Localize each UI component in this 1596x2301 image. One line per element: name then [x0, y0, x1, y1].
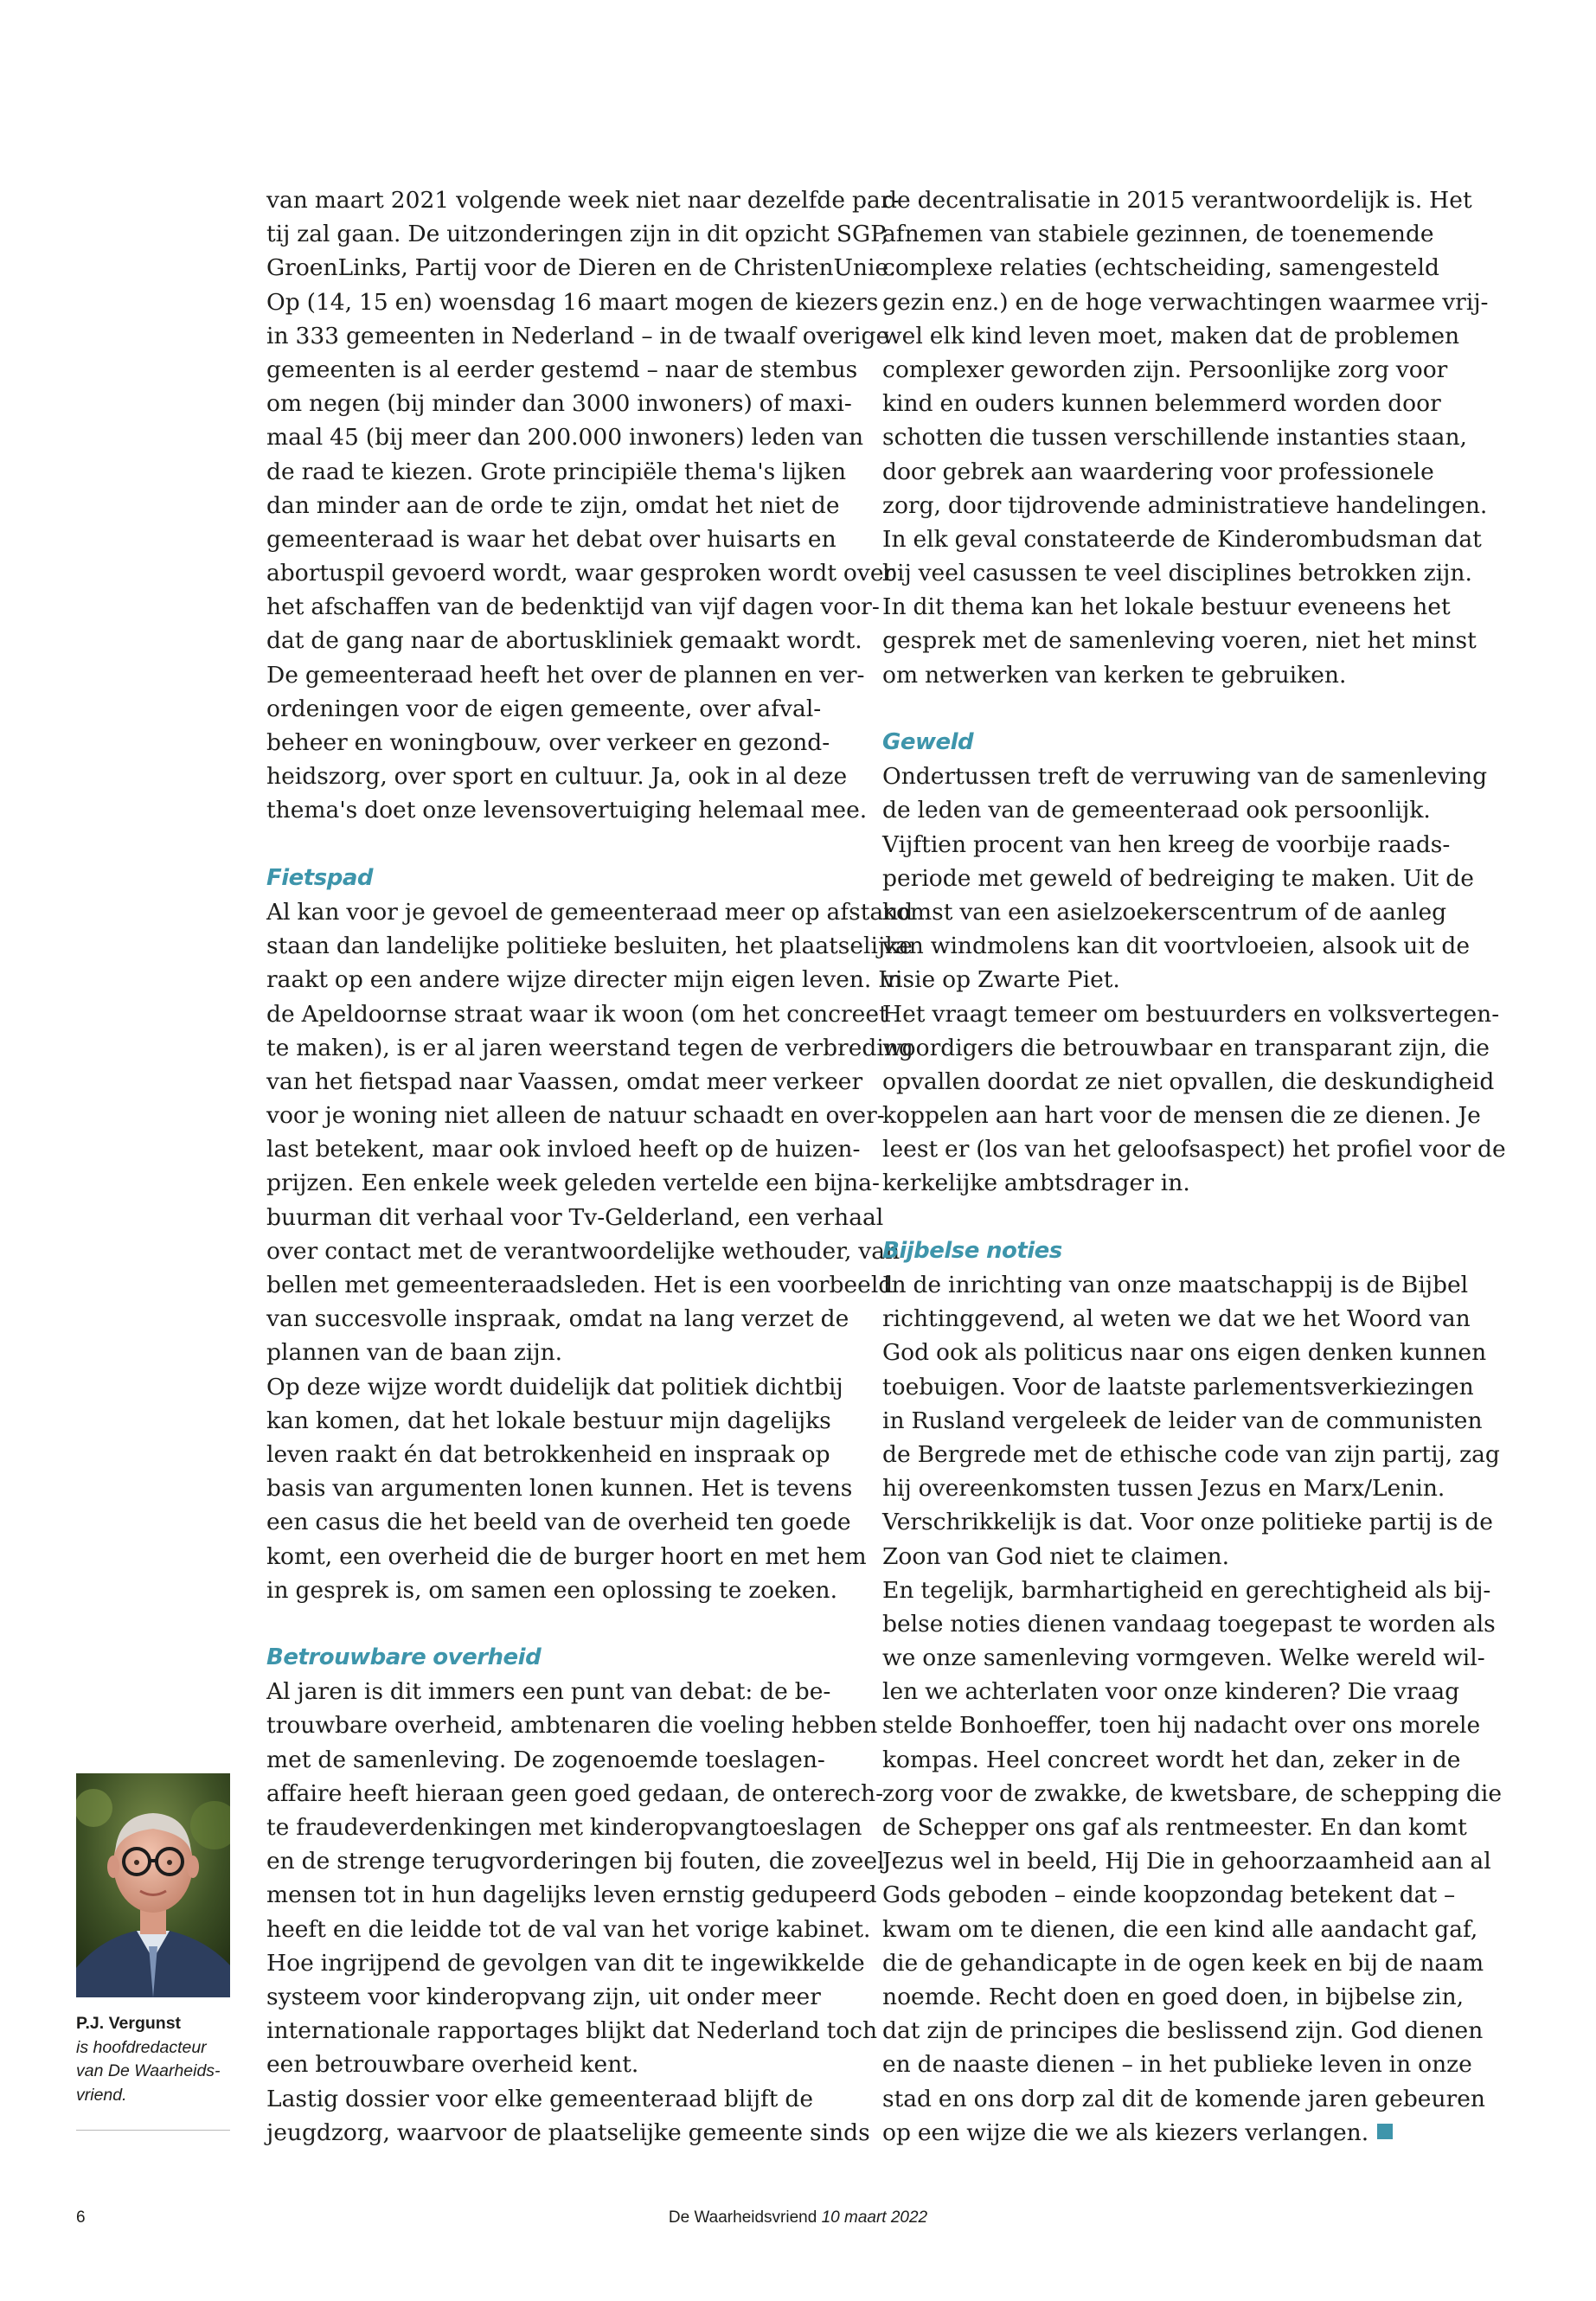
text-line: woordigers die betrouwbaar en transparant zijn, die	[882, 1034, 1490, 1061]
text-line: kwam om te dienen, die een kind alle aandacht gaf,	[882, 1915, 1478, 1943]
text-line: beheer en woningbouw, over verkeer en gezond-	[266, 729, 830, 756]
author-bio-line: is hoofdredacteur	[76, 2037, 207, 2057]
caption-divider	[76, 2130, 230, 2131]
text-line: om negen (bij minder dan 3000 inwoners) of maxi-	[266, 390, 852, 418]
text-line: afnemen van stabiele gezinnen, de toenemende	[882, 221, 1434, 248]
text-line: dan minder aan de orde te zijn, omdat het niet de	[266, 491, 840, 519]
text-line: Hoe ingrijpend de gevolgen van dit te ingewikkelde	[266, 1949, 865, 1977]
text-line: gemeenten is al eerder gestemd – naar de stembus	[266, 356, 858, 383]
text-line: Het vraagt temeer om bestuurders en volksvertegen-	[882, 1000, 1500, 1028]
text-line: Gods geboden – einde koopzondag betekent dat –	[882, 1881, 1456, 1909]
text-line: de leden van de gemeenteraad ook persoonlijk.	[882, 797, 1431, 824]
text-line: te maken), is er al jaren weerstand tegen de verbreding	[266, 1034, 913, 1061]
paragraph-gap	[266, 828, 842, 862]
text-line: God ook als politicus naar ons eigen denken kunnen	[882, 1339, 1487, 1367]
author-photo	[76, 1773, 230, 1997]
text-line: van succesvolle inspraak, omdat na lang verzet de	[266, 1305, 849, 1333]
text-line: buurman dit verhaal voor Tv-Gelderland, een verhaal	[266, 1203, 884, 1231]
text-line: belse noties dienen vandaag toegepast te worden als	[882, 1610, 1496, 1638]
page-footer	[0, 2208, 1596, 2227]
text-line: Op (14, 15 en) woensdag 16 maart mogen de kiezers	[266, 288, 879, 316]
square-end-mark-icon	[1377, 2124, 1393, 2139]
text-line: internationale rapportages blijkt dat Nederland toch	[266, 2017, 878, 2045]
author-caption	[76, 2012, 232, 2107]
text-line: noemde. Recht doen en goed doen, in bijbelse zin,	[882, 1983, 1465, 2010]
text-line: de raad te kiezen. Grote principiële thema's lijken	[266, 458, 847, 485]
text-line: dat de gang naar de abortuskliniek gemaakt wordt.	[266, 627, 862, 655]
text-line: basis van argumenten lonen kunnen. Het is tevens	[266, 1475, 853, 1503]
text-line: en de naaste dienen – in het publieke leven in onze	[882, 2051, 1472, 2079]
text-line-content: op een wijze die we als kiezers verlangen.	[882, 2118, 1369, 2146]
text-line: zorg, door tijdrovende administratieve handelingen.	[882, 491, 1488, 519]
author-bio-line: vriend.	[76, 2085, 127, 2105]
text-line: Verschrikkelijk is dat. Voor onze politieke partij is de	[882, 1509, 1493, 1536]
text-line: staan dan landelijke politieke besluiten, het plaatselijke	[266, 933, 913, 960]
text-line: stad en ons dorp zal dit de komende jaren gebeuren	[882, 2085, 1485, 2112]
text-line: Al jaren is dit immers een punt van debat: de be-	[266, 1678, 831, 1706]
text-line: over contact met de verantwoordelijke wethouder, van	[266, 1237, 901, 1265]
text-line: maal 45 (bij meer dan 200.000 inwoners) leden van	[266, 424, 864, 452]
text-line: raakt op een andere wijze directer mijn eigen leven. In	[266, 966, 902, 994]
text-line: abortuspil gevoerd wordt, waar gesproken wordt over	[266, 560, 895, 587]
text-line: prijzen. Een enkele week geleden vertelde een bijna-	[266, 1170, 880, 1197]
text-line: Al kan voor je gevoel de gemeenteraad meer op afstand	[266, 898, 913, 926]
text-line: trouwbare overheid, ambtenaren die voeling hebben	[266, 1712, 878, 1740]
text-line: bellen met gemeenteraadsleden. Het is een voorbeeld	[266, 1272, 894, 1298]
text-line: systeem voor kinderopvang zijn, uit onder meer	[266, 1983, 821, 2010]
text-line: de Bergrede met de ethische code van zijn partij, zag	[882, 1440, 1500, 1468]
section-heading: Betrouwbare overheid	[266, 1644, 542, 1671]
text-line: toebuigen. Voor de laatste parlementsverkiezingen	[882, 1373, 1474, 1400]
paragraph-gap	[882, 1201, 1466, 1234]
text-line: kerkelijke ambtsdrager in.	[882, 1170, 1190, 1197]
text-line: mensen tot in hun dagelijks leven ernstig gedupeerd	[266, 1881, 877, 1909]
text-line: door gebrek aan waardering voor professionele	[882, 458, 1434, 485]
text-line: kan komen, dat het lokale bestuur mijn dagelijks	[266, 1407, 831, 1434]
section-heading: Geweld	[882, 729, 974, 755]
text-line: De gemeenteraad heeft het over de plannen en ver-	[266, 661, 865, 689]
text-line: plannen van de baan zijn.	[266, 1339, 563, 1367]
text-line: komt, een overheid die de burger hoort en met hem	[266, 1542, 867, 1570]
text-line	[882, 2116, 1466, 2150]
text-line: In de inrichting van onze maatschappij is de Bijbel	[882, 1272, 1469, 1298]
text-line: En tegelijk, barmhartigheid en gerechtigheid als bij-	[882, 1576, 1491, 1604]
text-line: gesprek met de samenleving voeren, niet het minst	[882, 627, 1477, 655]
text-line: jeugdzorg, waarvoor de plaatselijke gemeente sinds	[266, 2118, 870, 2146]
text-line: een betrouwbare overheid kent.	[266, 2051, 639, 2079]
author-name: P.J. Vergunst	[76, 2014, 182, 2033]
text-line: Lastig dossier voor elke gemeenteraad blijft de	[266, 2085, 814, 2112]
text-line: van windmolens kan dit voortvloeien, alsook uit de	[882, 933, 1471, 960]
text-line: de Schepper ons gaf als rentmeester. En dan komt	[882, 1814, 1467, 1841]
text-line: periode met geweld of bedreiging te maken. Uit de	[882, 864, 1474, 892]
text-line: een casus die het beeld van de overheid ten goede	[266, 1509, 851, 1536]
text-line: kind en ouders kunnen belemmerd worden door	[882, 390, 1441, 418]
section-heading: Bijbelse noties	[882, 1237, 1062, 1264]
author-bio-line: van De Waarheids-	[76, 2061, 221, 2080]
text-line: visie op Zwarte Piet.	[882, 966, 1120, 994]
paragraph-gap	[266, 1607, 842, 1641]
text-line: de Apeldoornse straat waar ik woon (om het concreet	[266, 1000, 888, 1028]
text-line: komst van een asielzoekerscentrum of de aanleg	[882, 898, 1447, 926]
text-line: affaire heeft hieraan geen goed gedaan, de onterech-	[266, 1779, 884, 1807]
text-line: in Rusland vergeleek de leider van de communisten	[882, 1407, 1483, 1434]
text-line: stelde Bonhoeffer, toen hij nadacht over ons morele	[882, 1712, 1481, 1740]
text-line: in 333 gemeenten in Nederland – in de twaalf overige	[266, 322, 890, 349]
text-line: GroenLinks, Partij voor de Dieren en de ChristenUnie.	[266, 254, 896, 282]
text-line: met de samenleving. De zogenoemde toeslagen-	[266, 1746, 825, 1773]
text-line: dat zijn de principes die beslissend zijn. God dienen	[882, 2017, 1484, 2045]
article-column-right	[882, 183, 1506, 2150]
text-line: heidszorg, over sport en cultuur. Ja, ook in al deze	[266, 763, 848, 791]
text-line: thema's doet onze levensovertuiging helemaal mee.	[266, 797, 868, 824]
text-line: Ondertussen treft de verruwing van de samenleving	[882, 763, 1488, 791]
text-line: koppelen aan hart voor de mensen die ze dienen. Je	[882, 1102, 1481, 1130]
text-line: hij overeenkomsten tussen Jezus en Marx/Lenin.	[882, 1475, 1445, 1503]
text-line: om netwerken van kerken te gebruiken.	[882, 661, 1347, 689]
text-line: zorg voor de zwakke, de kwetsbare, de schepping die	[882, 1779, 1503, 1807]
page-number: 6	[76, 2208, 86, 2227]
text-line: opvallen doordat ze niet opvallen, die deskundigheid	[882, 1067, 1495, 1095]
text-line: gemeenteraad is waar het debat over huisarts en	[266, 525, 836, 553]
text-line: leven raakt én dat betrokkenheid en inspraak op	[266, 1440, 830, 1468]
text-line: richtinggevend, al weten we dat we het Woord van	[882, 1305, 1471, 1333]
text-line: die de gehandicapte in de ogen keek en bij de naam	[882, 1949, 1484, 1977]
article-column-left	[266, 183, 913, 2150]
text-line: in gesprek is, om samen een oplossing te zoeken.	[266, 1576, 838, 1604]
text-line: van het fietspad naar Vaassen, omdat meer verkeer	[266, 1067, 863, 1095]
publication-date: 10 maart 2022	[821, 2208, 928, 2227]
text-line: len we achterlaten voor onze kinderen? Die vraag	[882, 1678, 1460, 1706]
text-line: Vijftien procent van hen kreeg de voorbije raads-	[882, 830, 1451, 858]
section-heading: Fietspad	[266, 864, 373, 891]
text-line: het afschaffen van de bedenktijd van vijf dagen voor-	[266, 593, 880, 621]
text-line: last betekent, maar ook invloed heeft op de huizen-	[266, 1136, 861, 1163]
text-line: van maart 2021 volgende week niet naar dezelfde par-	[266, 187, 900, 214]
paragraph-gap	[882, 692, 1466, 726]
text-line: Jezus wel in beeld, Hij Die in gehoorzaamheid aan al	[882, 1848, 1491, 1875]
text-line: voor je woning niet alleen de natuur schaadt en over-	[266, 1102, 885, 1130]
text-line: heeft en die leidde tot de val van het vorige kabinet.	[266, 1915, 871, 1943]
text-line: In dit thema kan het lokale bestuur eveneens het	[882, 593, 1451, 621]
text-line: de decentralisatie in 2015 verantwoordelijk is. Het	[882, 187, 1472, 214]
text-line: Zoon van God niet te claimen.	[882, 1542, 1230, 1570]
text-line: wel elk kind leven moet, maken dat de problemen	[882, 322, 1460, 349]
text-line: ordeningen voor de eigen gemeente, over afval-	[266, 695, 822, 722]
text-line: leest er (los van het geloofsaspect) het profiel voor de	[882, 1136, 1506, 1163]
text-line: In elk geval constateerde de Kinderombudsman dat	[882, 525, 1482, 553]
text-line: complexe relaties (echtscheiding, samengesteld	[882, 254, 1439, 282]
publication-name: De Waarheidsvriend	[668, 2208, 817, 2227]
text-line: schotten die tussen verschillende instanties staan,	[882, 424, 1467, 452]
text-line: tij zal gaan. De uitzonderingen zijn in dit opzicht SGP,	[266, 221, 889, 248]
text-line: en de strenge terugvorderingen bij fouten, die zoveel	[266, 1848, 885, 1875]
text-line: we onze samenleving vormgeven. Welke wereld wil-	[882, 1644, 1485, 1672]
text-line: bij veel casussen te veel disciplines betrokken zijn.	[882, 560, 1472, 587]
text-line: Op deze wijze wordt duidelijk dat politiek dichtbij	[266, 1373, 843, 1400]
text-line: gezin enz.) en de hoge verwachtingen waarmee vrij-	[882, 288, 1489, 316]
text-line: te fraudeverdenkingen met kinderopvangtoeslagen	[266, 1814, 862, 1841]
text-line: complexer geworden zijn. Persoonlijke zorg voor	[882, 356, 1448, 383]
text-line: kompas. Heel concreet wordt het dan, zeker in de	[882, 1746, 1461, 1773]
